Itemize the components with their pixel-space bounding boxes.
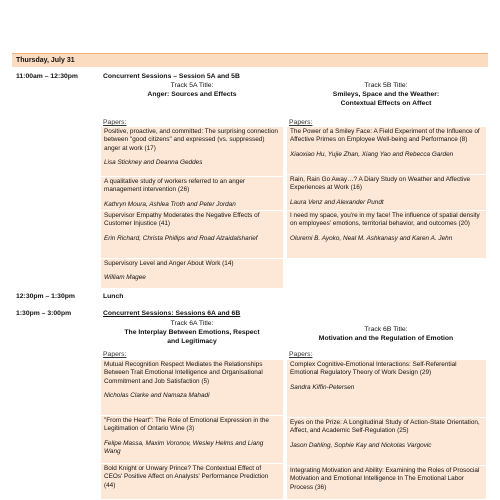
paper-title: Eyes on the Prize: A Longitudinal Study of Action-State Orientation, Affect, and Academic Self-Regulation (25) (290, 419, 480, 435)
paper-item (101, 177, 283, 211)
paper-title: Rain, Rain Go Away…? A Diary Study on Weather and Affective Experiences at Work (16) (290, 176, 471, 192)
track-5b-name-line2: Contextual Effects on Affect (340, 99, 432, 107)
paper-authors: Kathryn Moura, Ashlea Troth and Peter Jordan (104, 200, 236, 208)
paper-title: A qualitative study of workers referred to an anger management intervention (26) (104, 178, 246, 194)
track-5b-name-line1: Smileys, Space and the Weather: (332, 90, 440, 98)
paper-authors: Nicholas Clarke and Namaza Mahadi (104, 391, 210, 399)
paper-title: Supervisor Empathy Moderates the Negative Effects of Customer Injustice (41) (104, 212, 260, 228)
day-header: Thursday, July 31 (12, 53, 488, 67)
paper-item (101, 127, 283, 177)
paper-item (101, 211, 283, 259)
paper-title: I need my space, you're in my face! The influence of spatial density on employees' emotions, territorial behavior, and outcomes (20) (290, 212, 480, 228)
track-6a-name-line1: The Interplay Between Emotions, Respect (124, 328, 260, 336)
session-time-5: 11:00am – 12:30pm (16, 73, 78, 80)
paper-item (287, 466, 486, 500)
papers-label-6a: Papers: (103, 351, 127, 358)
paper-authors: Xiaoxiao Hu, Yujie Zhan, Xiang Yao and Rebecca Garden (290, 150, 454, 158)
session-heading-6: Concurrent Sessions: Sessions 6A and 6B (103, 310, 241, 317)
track-6a-title (103, 320, 281, 346)
paper-title: The Power of a Smiley Face: A Field Experiment of the Influence of Affective Primes on Employee Well-being and Performance (8) (290, 128, 480, 144)
paper-authors: Lisa Stickney and Deanna Geddes (104, 158, 203, 166)
lunch-label: Lunch (103, 293, 124, 300)
papers-label-5a: Papers: (103, 119, 127, 126)
paper-authors: Sandra Kiffin-Petersen (290, 383, 355, 391)
track-5b-title (288, 82, 484, 108)
paper-item (101, 464, 283, 500)
track-5a-label: Track 5A Title: (170, 82, 214, 89)
paper-item (101, 360, 283, 416)
track-5b-label: Track 5B Title: (364, 82, 408, 89)
paper-item (287, 360, 486, 418)
track-5a-title (103, 82, 281, 100)
paper-item (287, 211, 486, 259)
paper-authors: William Magee (104, 274, 146, 282)
paper-title: Positive, proactive, and committed: The surprising connection between "good citizens" and expressed (vs. suppressed) anger at work (17) (104, 128, 278, 152)
paper-authors: Felipe Massa, Maxim Voronov, Wesley Helms and Liang Wang (104, 439, 264, 455)
session-time-6: 1:30pm – 3:00pm (16, 310, 72, 317)
paper-title: Complex Cognitive-Emotional Interactions: Self-Referential Emotional Regulatory Theory of Work Design (29) (290, 361, 457, 377)
track-6b-title (288, 326, 484, 344)
paper-authors: Laura Venz and Alexander Pundt (290, 198, 384, 206)
paper-title: Integrating Motivation and Ability: Examining the Roles of Prosocial Motivation and Emotional Intelligence In The Emotional Labor Process (36) (290, 467, 480, 491)
track-6a-label: Track 6A Title: (170, 320, 214, 327)
track-5a-name: Anger: Sources and Effects (147, 90, 237, 98)
lunch-time: 12:30pm – 1:30pm (16, 293, 75, 300)
paper-item (101, 259, 283, 289)
paper-item (287, 175, 486, 211)
paper-item (287, 418, 486, 466)
paper-item (287, 127, 486, 175)
papers-label-6b: Papers: (289, 351, 313, 358)
paper-item (101, 416, 283, 464)
track-6b-label: Track 6B Title: (364, 326, 408, 333)
track-6b-name: Motivation and the Regulation of Emotion (318, 334, 454, 342)
paper-title: Supervisory Level and Anger About Work (14) (104, 260, 234, 267)
paper-title: "From the Heart": The Role of Emotional Expression in the Legitimation of Ontario Wine (3) (104, 417, 269, 433)
paper-title: Bold Knight or Unwary Prince? The Contextual Effect of CEOs' Positive Affect on Analysts' Performance Prediction (44) (104, 465, 269, 489)
paper-authors: Jason Dahling, Sophie Kay and Nickolas Vargovic (290, 441, 432, 449)
paper-authors: Oluremi B. Ayoko, Neal M. Ashkanasy and Karen A. Jehn (290, 234, 453, 242)
track-6a-name-line2: and Legitimacy (167, 337, 217, 345)
papers-label-5b: Papers: (289, 119, 313, 126)
paper-authors: Erin Richard, Christa Phillips and Road Alzaidalsharief (104, 234, 258, 242)
paper-title: Mutual Recognition Respect Mediates the Relationships Between Trait Emotional Intelligence and Organisational Commitment and Job Satisfaction (5) (104, 361, 263, 385)
session-heading-5: Concurrent Sessions – Session 5A and 5B (103, 73, 240, 80)
